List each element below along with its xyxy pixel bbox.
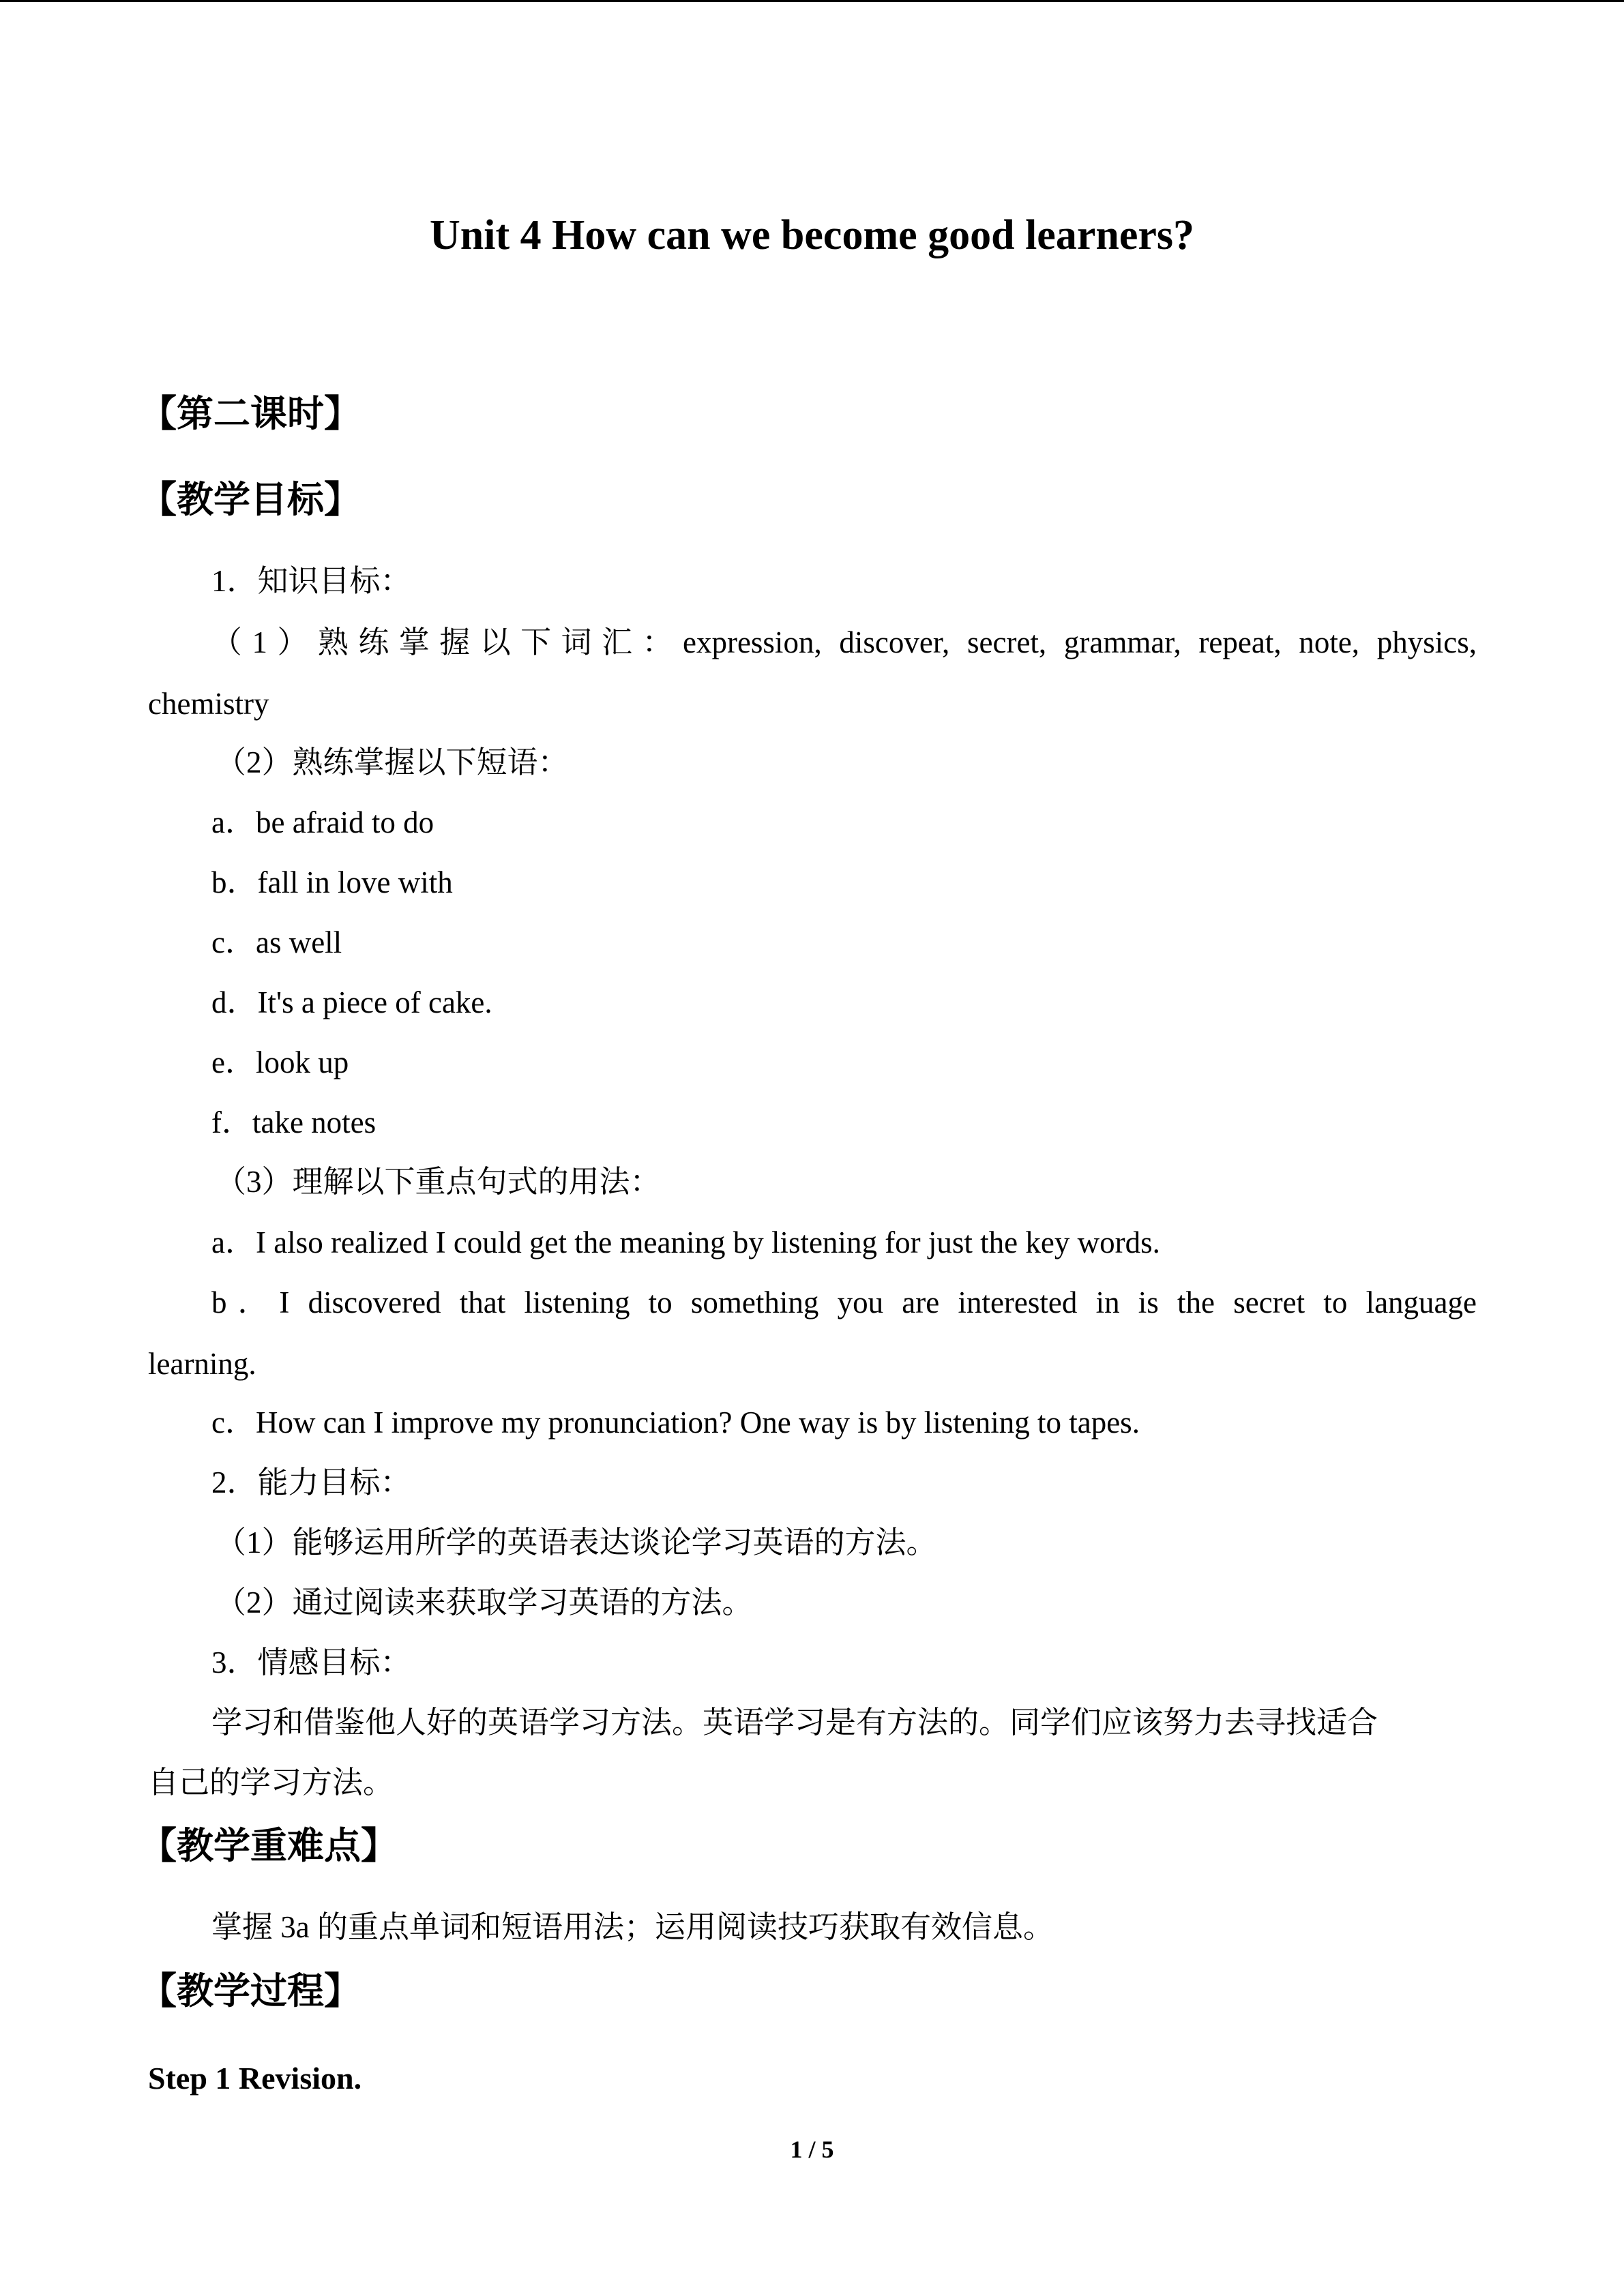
phrase-item: d．It's a piece of cake. [211, 985, 492, 1019]
section-heading-key-points: 【教学重难点】 [140, 1824, 398, 1867]
emotion-text: 学习和借鉴他人好的英语学习方法。英语学习是有方法的。同学们应该努力去寻找适合 [211, 1705, 1378, 1740]
section-heading-period: 【第二课时】 [140, 392, 361, 435]
phrase-item: a．be afraid to do [211, 805, 434, 839]
key-points-text: 掌握 3a 的重点单词和短语用法；运用阅读技巧获取有效信息。 [211, 1910, 1054, 1944]
emotion-text-continued: 自己的学习方法。 [148, 1765, 394, 1800]
top-border [0, 0, 1624, 2]
phrase-item: e．look up [211, 1045, 349, 1079]
ability-item: （2）通过阅读来获取学习英语的方法。 [216, 1585, 753, 1620]
step-heading: Step 1 Revision. [148, 2061, 362, 2096]
sentence-a: a．I also realized I could get the meaning by listening for just the key words. [211, 1225, 1160, 1259]
section-heading-objectives: 【教学目标】 [140, 478, 361, 521]
phrase-item: c．as well [211, 925, 342, 959]
vocabulary-continued: chemistry [148, 687, 269, 721]
ability-item: （1）能够运用所学的英语表达谈论学习英语的方法。 [216, 1525, 937, 1560]
page-title: Unit 4 How can we become good learners? [430, 212, 1194, 258]
section-heading-process: 【教学过程】 [140, 1969, 361, 2012]
sentence-c: c．How can I improve my pronunciation? One way is by listening to tapes. [211, 1405, 1140, 1440]
phrase-item: b．fall in love with [211, 865, 453, 899]
knowledge-objective-title: 1．知识目标： [211, 564, 411, 598]
sentence-b-continued: learning. [148, 1347, 256, 1381]
vocabulary-intro: （1）熟练掌握以下词汇：expression, discover, secret, grammar, repeat, note, physics, [211, 625, 1477, 659]
sentence-b: b．I discovered that listening to something you are interested in is the secret to language [211, 1285, 1477, 1320]
phrase-intro: （2）熟练掌握以下短语： [216, 745, 569, 779]
page-number: 1 / 5 [790, 2136, 834, 2163]
emotion-objective-title: 3．情感目标： [211, 1645, 411, 1680]
sentence-intro: （3）理解以下重点句式的用法： [216, 1165, 661, 1199]
ability-objective-title: 2．能力目标： [211, 1465, 411, 1500]
phrase-item: f．take notes [211, 1105, 377, 1139]
